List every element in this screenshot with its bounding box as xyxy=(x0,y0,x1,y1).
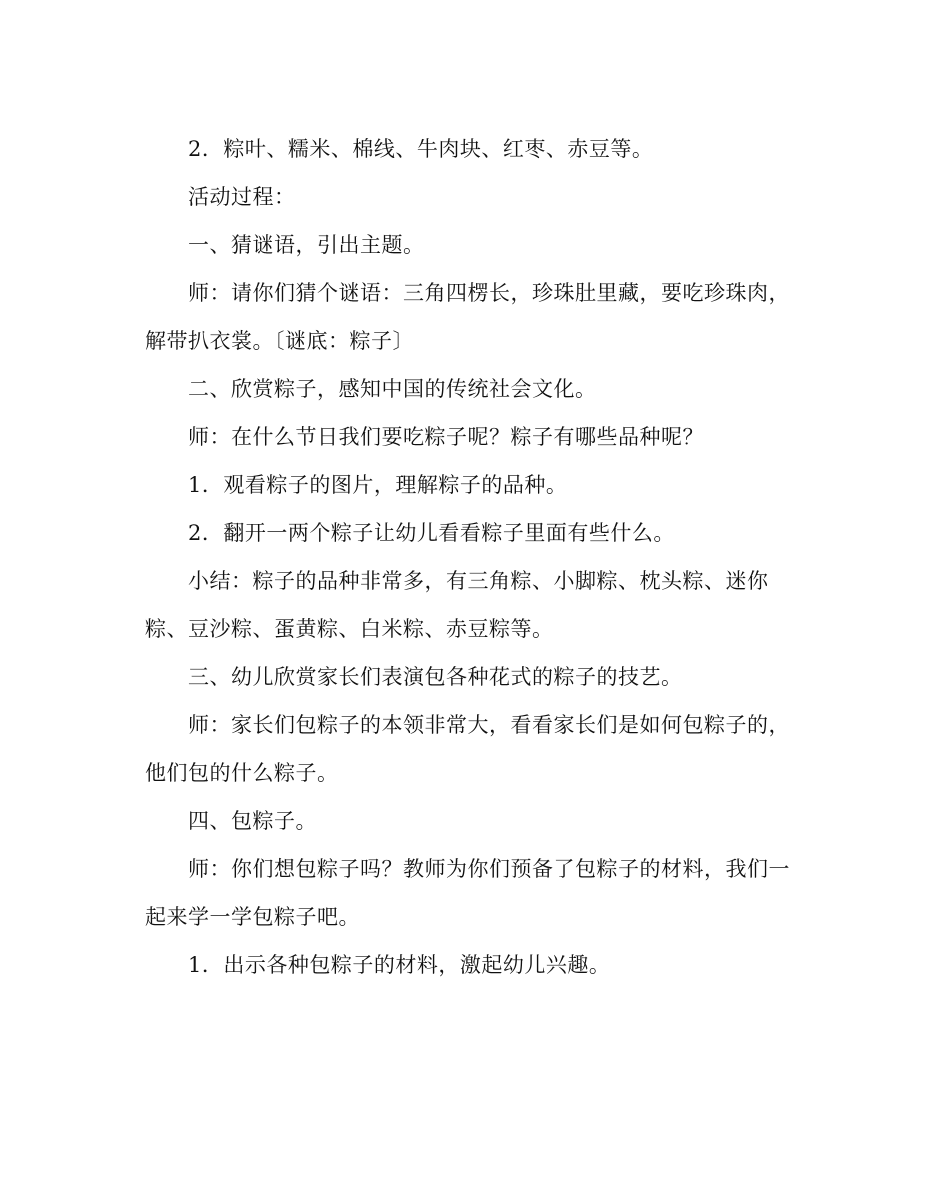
text-line-wrap-cont: 起来学一学包粽子吧。 xyxy=(145,905,360,929)
text-line-step-2: 2．翻开一两个粽子让幼儿看看粽子里面有些什么。 xyxy=(188,521,675,545)
text-line-riddle-cont: 解带扒衣裳。〔谜底：粽子〕 xyxy=(145,329,414,353)
section-heading-wrap: 四、包粽子。 xyxy=(188,809,317,833)
text-line-materials: 2．粽叶、糯米、棉线、牛肉块、红枣、赤豆等。 xyxy=(188,137,654,161)
text-line-step-1: 1．观看粽子的图片，理解粽子的品种。 xyxy=(188,473,568,497)
section-heading-riddle: 一、猜谜语，引出主题。 xyxy=(188,233,425,257)
text-line-parents: 师：家长们包粽子的本领非常大，看看家长们是如何包粽子的， xyxy=(188,713,790,737)
text-line-process-heading: 活动过程： xyxy=(188,185,296,209)
text-line-parents-cont: 他们包的什么粽子。 xyxy=(145,761,339,785)
text-line-riddle: 师：请你们猜个谜语：三角四楞长，珍珠肚里藏，要吃珍珠肉， xyxy=(188,281,790,305)
text-line-summary: 小结：粽子的品种非常多，有三角粽、小脚粽、枕头粽、迷你 xyxy=(188,569,769,593)
section-heading-appreciate: 二、欣赏粽子，感知中国的传统社会文化。 xyxy=(188,377,597,401)
text-line-wrap-step-1: 1．出示各种包粽子的材料，激起幼儿兴趣。 xyxy=(188,953,611,977)
text-line-summary-cont: 粽、豆沙粽、蛋黄粽、白米粽、赤豆粽等。 xyxy=(145,617,554,641)
text-line-wrap: 师：你们想包粽子吗？教师为你们预备了包粽子的材料，我们一 xyxy=(188,857,790,881)
text-line-question: 师：在什么节日我们要吃粽子呢？粽子有哪些品种呢？ xyxy=(188,425,704,449)
section-heading-parents: 三、幼儿欣赏家长们表演包各种花式的粽子的技艺。 xyxy=(188,665,683,689)
